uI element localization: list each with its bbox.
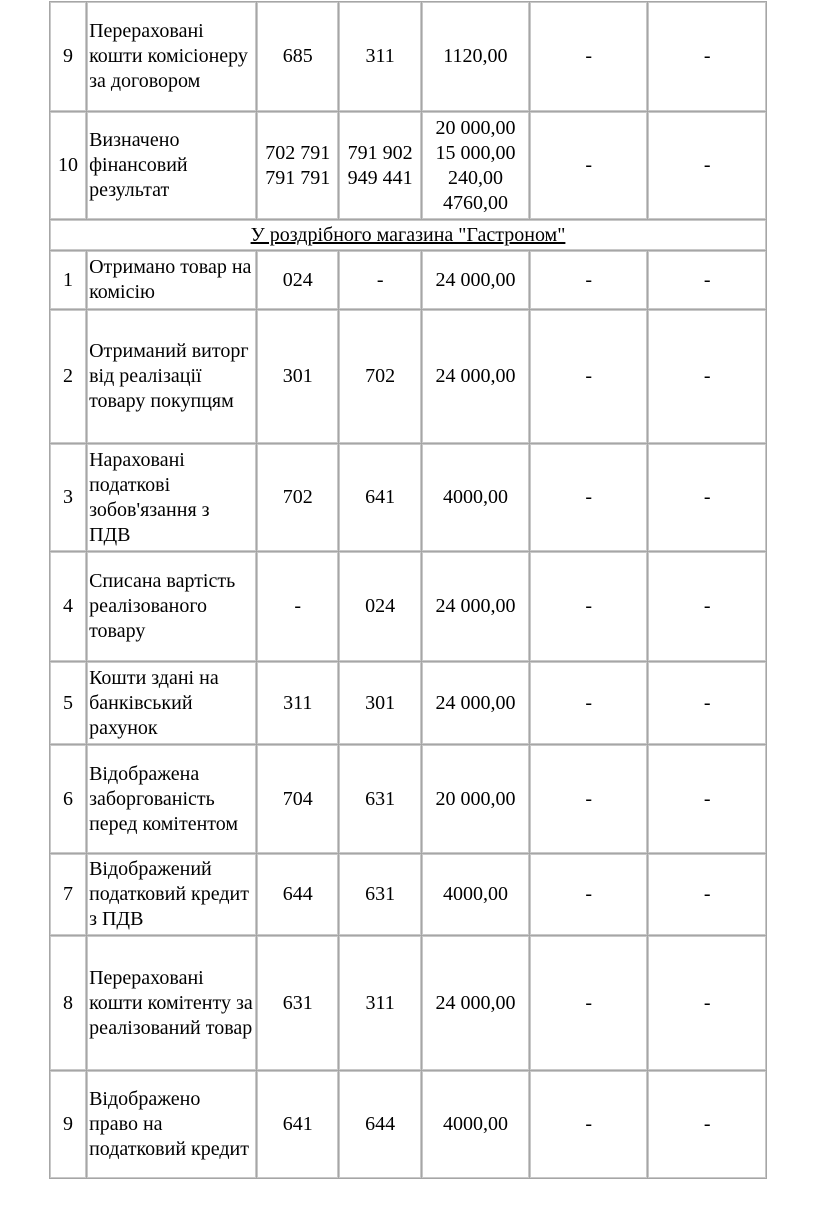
row-number: 8 [50,936,87,1071]
amount: 4000,00 [421,854,529,936]
amount: 24 000,00 [421,552,529,662]
debit-account: 631 [257,936,339,1071]
amount: 24 000,00 [421,310,529,444]
row-number: 3 [50,444,87,552]
operation-description: Нараховані податкові зобов'язання з ПДВ [87,444,257,552]
table-row [50,112,767,220]
amount: 24 000,00 [421,251,529,310]
extra-column-2: - [648,552,767,662]
table-row [50,310,767,444]
debit-account: 644 [257,854,339,936]
extra-column-1: - [530,552,648,662]
row-number: 5 [50,662,87,745]
operation-description: Перераховані кошти комітенту за реалізований товар [87,936,257,1071]
credit-account: 311 [339,936,421,1071]
credit-account: 024 [339,552,421,662]
section-row [50,220,767,251]
extra-column-1: - [530,854,648,936]
extra-column-2: - [648,2,767,112]
row-number: 6 [50,745,87,854]
amount: 1120,00 [421,2,529,112]
credit-account: 301 [339,662,421,745]
operation-description: Отримано товар на комісію [87,251,257,310]
extra-column-1: - [530,2,648,112]
extra-column-2: - [648,745,767,854]
table-row [50,936,767,1071]
credit-account: 311 [339,2,421,112]
credit-account: 631 [339,854,421,936]
extra-column-1: - [530,251,648,310]
amount: 24 000,00 [421,662,529,745]
extra-column-2: - [648,1071,767,1179]
extra-column-2: - [648,112,767,220]
credit-account: 644 [339,1071,421,1179]
operation-description: Списана вартість реалізованого товару [87,552,257,662]
credit-account: 791 902 949 441 [339,112,421,220]
extra-column-1: - [530,112,648,220]
row-number: 2 [50,310,87,444]
row-number: 1 [50,251,87,310]
extra-column-1: - [530,745,648,854]
extra-column-2: - [648,444,767,552]
amount: 4000,00 [421,1071,529,1179]
amount: 20 000,00 15 000,00 240,00 4760,00 [421,112,529,220]
operation-description: Отриманий виторг від реалізації товару покупцям [87,310,257,444]
credit-account: - [339,251,421,310]
debit-account: - [257,552,339,662]
table-row [50,1071,767,1179]
extra-column-2: - [648,854,767,936]
extra-column-2: - [648,662,767,745]
operation-description: Відображений податковий кредит з ПДВ [87,854,257,936]
extra-column-1: - [530,936,648,1071]
debit-account: 641 [257,1071,339,1179]
extra-column-1: - [530,662,648,745]
extra-column-1: - [530,444,648,552]
credit-account: 631 [339,745,421,854]
table-row [50,444,767,552]
amount: 24 000,00 [421,936,529,1071]
extra-column-2: - [648,310,767,444]
row-number: 7 [50,854,87,936]
operation-description: Відображена заборгованість перед комітентом [87,745,257,854]
operation-description: Кошти здані на банківський рахунок [87,662,257,745]
debit-account: 311 [257,662,339,745]
debit-account: 301 [257,310,339,444]
debit-account: 702 [257,444,339,552]
extra-column-1: - [530,310,648,444]
extra-column-1: - [530,1071,648,1179]
row-number: 10 [50,112,87,220]
accounting-entries-table [49,1,767,1179]
debit-account: 702 791 791 791 [257,112,339,220]
row-number: 4 [50,552,87,662]
table-row [50,662,767,745]
operation-description: Відображено право на податковий кредит [87,1071,257,1179]
extra-column-2: - [648,936,767,1071]
table-row [50,2,767,112]
debit-account: 704 [257,745,339,854]
amount: 4000,00 [421,444,529,552]
table-row [50,745,767,854]
credit-account: 702 [339,310,421,444]
extra-column-2: - [648,251,767,310]
debit-account: 685 [257,2,339,112]
debit-account: 024 [257,251,339,310]
row-number: 9 [50,2,87,112]
credit-account: 641 [339,444,421,552]
row-number: 9 [50,1071,87,1179]
amount: 20 000,00 [421,745,529,854]
table-row [50,552,767,662]
table-row [50,251,767,310]
operation-description: Визначено фінансовий результат [87,112,257,220]
table-row [50,854,767,936]
operation-description: Перераховані кошти комісіонеру за договором [87,2,257,112]
section-title: У роздрібного магазина "Гастроном" [50,220,767,251]
